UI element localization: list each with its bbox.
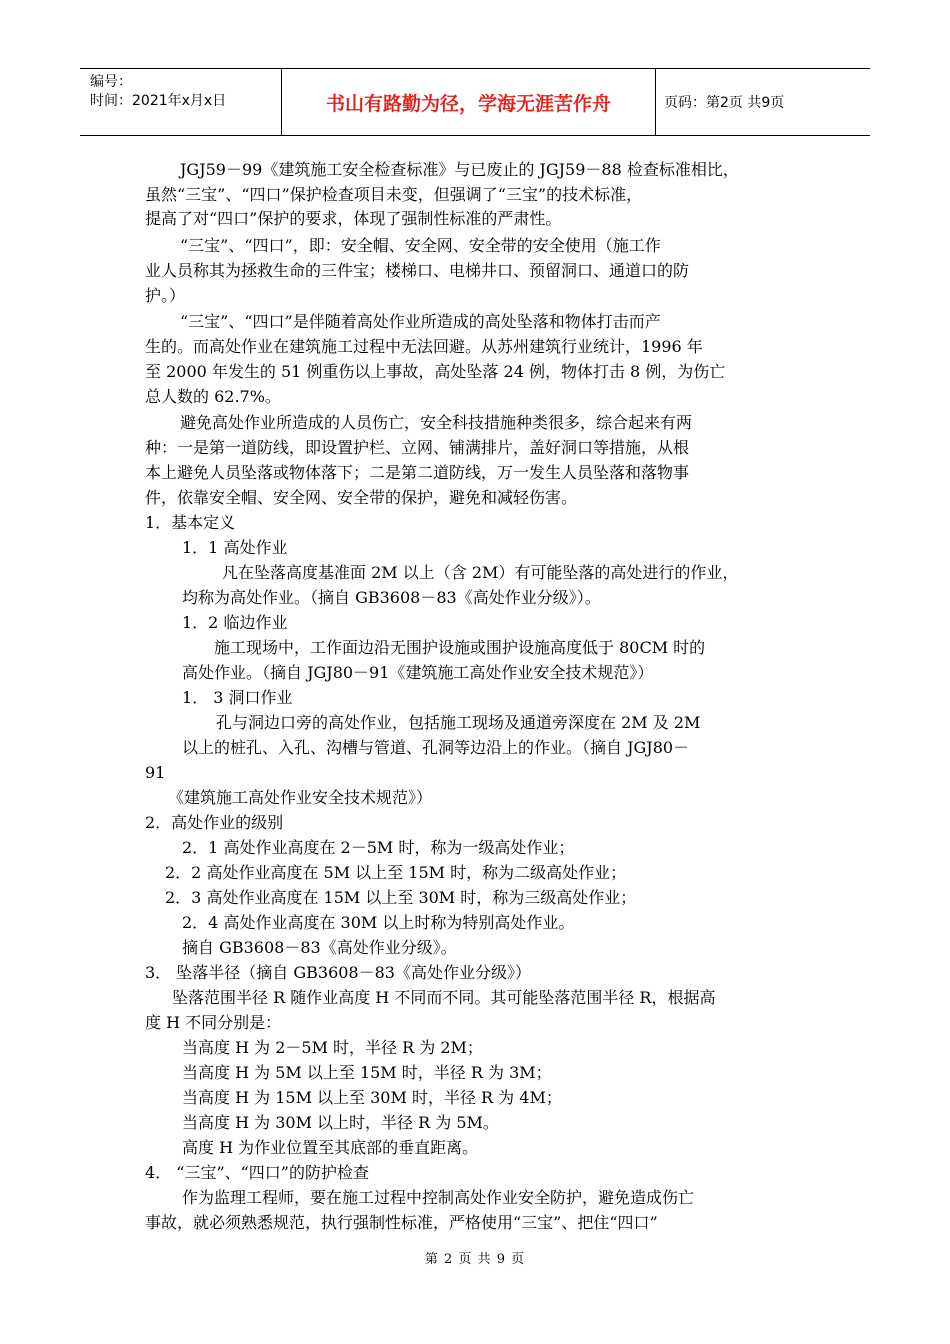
text-line: 施工现场中，工作面边沿无围护设施或围护设施高度低于 80CM 时的 bbox=[214, 638, 706, 657]
document-number-label: 编号： bbox=[90, 74, 132, 90]
text-line: 避免高处作业所造成的人员伤亡，安全科技措施种类很多，综合起来有两 bbox=[180, 413, 693, 432]
text-line: 本上避免人员坠落或物体落下；二是第二道防线，万一发生人员坠落和落物事 bbox=[145, 463, 690, 482]
text-line: 生的。而高处作业在建筑施工过程中无法回避。从苏州建筑行业统计，1996 年 bbox=[145, 337, 703, 356]
list-item: 当高度 H 为 15M 以上至 30M 时，半径 R 为 4M； bbox=[182, 1088, 562, 1107]
page-footer: 第 2 页 共 9 页 bbox=[424, 1252, 526, 1267]
text-line: 高度 H 为作业位置至其底部的垂直距离。 bbox=[182, 1138, 479, 1157]
list-item: 当高度 H 为 2－5M 时，半径 R 为 2M； bbox=[182, 1038, 483, 1057]
subsection-heading: 1．1 高处作业 bbox=[182, 538, 288, 557]
text-line: 孔与洞边口旁的高处作业，包括施工现场及通道旁深度在 2M 及 2M bbox=[216, 713, 701, 732]
text-line: 虽然“三宝”、“四口”保护检查项目未变，但强调了“三宝”的技术标准， bbox=[145, 185, 643, 204]
list-item: 2．2 高处作业高度在 5M 以上至 15M 时，称为二级高处作业； bbox=[165, 863, 627, 882]
list-item: 当高度 H 为 5M 以上至 15M 时，半径 R 为 3M； bbox=[182, 1063, 552, 1082]
section-heading: 2．高处作业的级别 bbox=[145, 813, 284, 832]
list-item: 当高度 H 为 30M 以上时，半径 R 为 5M。 bbox=[182, 1113, 499, 1132]
text-line: “三宝”、“四口”是伴随着高处作业所造成的高处坠落和物体打击而产 bbox=[180, 312, 661, 331]
text-line: 91 bbox=[145, 763, 166, 782]
document-date: 时间：2021年x月x日 bbox=[90, 93, 227, 109]
section-heading: 3． 坠落半径（摘自 GB3608－83《高处作业分级》） bbox=[145, 963, 531, 982]
text-line: 提高了对“四口”保护的要求，体现了强制性标准的严肃性。 bbox=[145, 209, 562, 228]
subsection-heading: 1．2 临边作业 bbox=[182, 613, 288, 632]
text-line: 均称为高处作业。（摘自 GB3608－83《高处作业分级》）。 bbox=[182, 588, 601, 607]
text-line: 至 2000 年发生的 51 例重伤以上事故，高处坠落 24 例，物体打击 8 例，为伤亡 bbox=[145, 362, 726, 381]
text-line: 事故，就必须熟悉规范，执行强制性标准，严格使用“三宝”、把住“四口” bbox=[145, 1213, 658, 1232]
header-page-info: 页码：第2页 共9页 bbox=[664, 95, 785, 111]
header-motto: 书山有路勤为径，学海无涯苦作舟 bbox=[282, 69, 656, 135]
text-line: JGJ59－99《建筑施工安全检查标准》与已废止的 JGJ59－88 检查标准相比， bbox=[180, 160, 739, 179]
header-meta bbox=[80, 69, 282, 135]
text-line: 件，依靠安全帽、安全网、安全带的保护，避免和减轻伤害。 bbox=[145, 488, 578, 507]
text-line: 以上的桩孔、入孔、沟槽与管道、孔洞等边沿上的作业。（摘自 JGJ80－ bbox=[182, 738, 690, 757]
text-line: 摘自 GB3608－83《高处作业分级》。 bbox=[182, 938, 457, 957]
text-line: 作为监理工程师，要在施工过程中控制高处作业安全防护，避免造成伤亡 bbox=[182, 1188, 695, 1207]
list-item: 2．3 高处作业高度在 15M 以上至 30M 时，称为三级高处作业； bbox=[165, 888, 637, 907]
section-heading: 4． “三宝”、“四口”的防护检查 bbox=[145, 1163, 369, 1182]
section-heading: 1．基本定义 bbox=[145, 513, 236, 532]
text-line: 度 H 不同分别是： bbox=[145, 1013, 282, 1032]
subsection-heading: 1． 3 洞口作业 bbox=[182, 688, 293, 707]
text-line: 总人数的 62.7%。 bbox=[145, 387, 281, 406]
text-line: 凡在坠落高度基准面 2M 以上（含 2M）有可能坠落的高处进行的作业， bbox=[222, 563, 739, 582]
text-line: “三宝”、“四口”，即：安全帽、安全网、安全带的安全使用（施工作 bbox=[180, 236, 661, 255]
text-line: 业人员称其为拯救生命的三件宝；楼梯口、电梯井口、预留洞口、通道口的防 bbox=[145, 261, 690, 280]
text-line: 种：一是第一道防线，即设置护栏、立网、铺满排片，盖好洞口等措施，从根 bbox=[145, 438, 690, 457]
text-line: 护。） bbox=[145, 286, 186, 305]
list-item: 2．4 高处作业高度在 30M 以上时称为特别高处作业。 bbox=[182, 913, 575, 932]
page-header bbox=[80, 68, 870, 136]
list-item: 2．1 高处作业高度在 2－5M 时，称为一级高处作业； bbox=[182, 838, 575, 857]
text-line: 坠落范围半径 R 随作业高度 H 不同而不同。其可能坠落范围半径 R，根据高 bbox=[172, 988, 716, 1007]
text-line: 《建筑施工高处作业安全技术规范》） bbox=[168, 788, 433, 807]
text-line: 高处作业。（摘自 JGJ80－91《建筑施工高处作业安全技术规范》） bbox=[182, 663, 654, 682]
